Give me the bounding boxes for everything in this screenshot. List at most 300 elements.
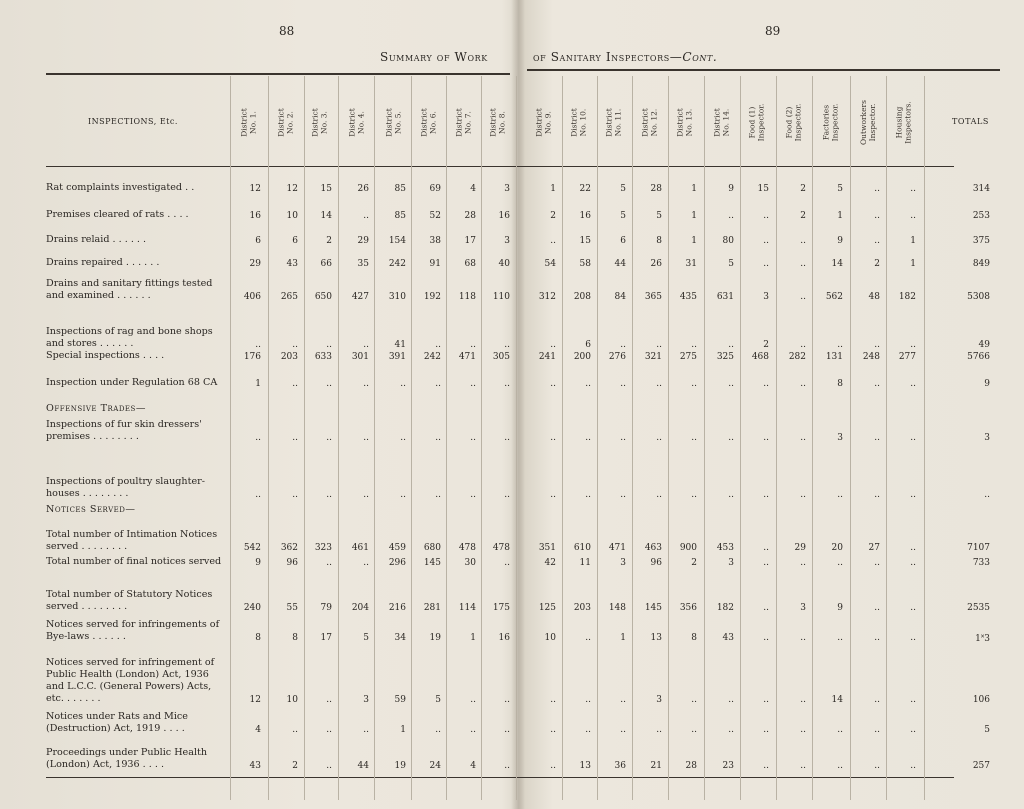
table-cell: 55 xyxy=(286,603,298,613)
table-cell: .. xyxy=(656,340,662,350)
table-cell: 11 xyxy=(579,558,591,568)
table-cell: 8 xyxy=(691,633,697,643)
row-label: Inspections of fur skin dressers' premises . . . . . . . . xyxy=(46,419,202,442)
table-cell: 145 xyxy=(644,603,662,613)
table-cell: .. xyxy=(363,340,369,350)
table-cell: .. xyxy=(800,695,806,705)
table-cell: .. xyxy=(691,340,697,350)
title-right: of Sanitary Inspectors—Cont. xyxy=(533,50,718,64)
table-cell: 362 xyxy=(280,543,298,553)
row-total: 2535 xyxy=(967,603,990,613)
table-cell: 356 xyxy=(679,603,697,613)
table-cell: 66 xyxy=(320,259,332,269)
table-cell: 2 xyxy=(326,236,332,246)
table-cell: 435 xyxy=(679,292,697,302)
table-cell: 17 xyxy=(464,236,476,246)
table-cell: 5 xyxy=(837,184,843,194)
table-cell: .. xyxy=(504,490,510,500)
table-cell: .. xyxy=(874,725,880,735)
column-header-text: Factories Inspector. xyxy=(821,103,840,141)
table-cell: .. xyxy=(550,761,556,771)
table-cell: .. xyxy=(585,695,591,705)
table-cell: 3 xyxy=(763,292,769,302)
table-cell: 2 xyxy=(292,761,298,771)
table-cell: .. xyxy=(550,725,556,735)
row-total: 9 xyxy=(984,379,990,389)
row-total: 3 xyxy=(984,433,990,443)
table-cell: 282 xyxy=(788,352,806,362)
row-total: 5 xyxy=(984,725,990,735)
table-cell: .. xyxy=(550,379,556,389)
table-cell: 453 xyxy=(716,543,734,553)
table-cell: 21 xyxy=(650,761,662,771)
table-cell: 242 xyxy=(388,259,406,269)
table-cell: 148 xyxy=(608,603,626,613)
table-cell: 35 xyxy=(357,259,369,269)
table-cell: .. xyxy=(874,433,880,443)
column-header-text: District No. 8. xyxy=(488,107,506,137)
row-label: Total number of Intimation Notices served . . . . . . . . xyxy=(46,529,218,552)
column-header-text: Food (1) Inspector. xyxy=(747,103,766,141)
table-cell: .. xyxy=(800,633,806,643)
title-left: Summary of Work xyxy=(380,50,488,64)
table-cell: 427 xyxy=(351,292,369,302)
table-cell: .. xyxy=(874,695,880,705)
table-cell: 391 xyxy=(388,352,406,362)
table-cell: .. xyxy=(910,761,916,771)
table-cell: .. xyxy=(910,184,916,194)
table-cell: 96 xyxy=(286,558,298,568)
table-cell: 9 xyxy=(837,603,843,613)
row-total: 1˟3 xyxy=(975,634,990,644)
table-cell: 29 xyxy=(357,236,369,246)
row-label: Inspections of rag and bone shops and stores . . . . . . xyxy=(46,326,213,349)
table-cell: 3 xyxy=(656,695,662,705)
table-cell: .. xyxy=(292,340,298,350)
row-total: 375 xyxy=(972,236,990,246)
table-cell: 28 xyxy=(685,761,697,771)
table-cell: 461 xyxy=(351,543,369,553)
table-cell: .. xyxy=(470,695,476,705)
table-cell: 5 xyxy=(620,184,626,194)
table-cell: .. xyxy=(470,490,476,500)
table-rule-3 xyxy=(46,777,954,778)
column-divider xyxy=(338,76,339,800)
row-total: 5766 xyxy=(967,352,990,362)
table-cell: .. xyxy=(400,490,406,500)
table-cell: 14 xyxy=(320,211,332,221)
section-heading: Offensive Trades— xyxy=(46,403,146,414)
table-cell: 406 xyxy=(243,292,261,302)
table-cell: 2 xyxy=(874,259,880,269)
column-header-text: District No. 7. xyxy=(454,107,472,137)
table-cell: .. xyxy=(585,633,591,643)
table-cell: .. xyxy=(400,379,406,389)
table-cell: .. xyxy=(504,433,510,443)
column-header-2 xyxy=(270,80,302,164)
table-cell: 54 xyxy=(544,259,556,269)
row-label: Rat complaints investigated . . xyxy=(46,182,195,193)
table-cell: .. xyxy=(363,558,369,568)
table-cell: .. xyxy=(763,543,769,553)
table-cell: 2 xyxy=(763,340,769,350)
table-cell: .. xyxy=(910,379,916,389)
table-cell: .. xyxy=(763,603,769,613)
table-cell: 3 xyxy=(800,603,806,613)
table-cell: 3 xyxy=(504,236,510,246)
table-cell: .. xyxy=(504,340,510,350)
table-cell: 17 xyxy=(320,633,332,643)
table-cell: 23 xyxy=(722,761,734,771)
table-cell: .. xyxy=(292,490,298,500)
table-cell: 1 xyxy=(691,211,697,221)
table-cell: .. xyxy=(470,433,476,443)
table-cell: .. xyxy=(910,633,916,643)
table-cell: 3 xyxy=(363,695,369,705)
table-cell: .. xyxy=(874,490,880,500)
column-divider xyxy=(446,76,447,800)
table-cell: 1 xyxy=(691,236,697,246)
table-cell: .. xyxy=(585,725,591,735)
table-cell: 478 xyxy=(458,543,476,553)
column-header-6 xyxy=(413,80,445,164)
table-cell: 192 xyxy=(423,292,441,302)
table-cell: 296 xyxy=(388,558,406,568)
table-cell: .. xyxy=(763,379,769,389)
column-divider xyxy=(481,76,482,800)
row-total: 253 xyxy=(972,211,990,221)
table-cell: 110 xyxy=(492,292,510,302)
column-header-text: District No. 14. xyxy=(712,107,730,137)
table-cell: .. xyxy=(763,211,769,221)
table-cell: .. xyxy=(800,761,806,771)
table-cell: 118 xyxy=(458,292,476,302)
table-cell: .. xyxy=(800,379,806,389)
table-cell: .. xyxy=(691,695,697,705)
column-divider xyxy=(668,76,669,800)
table-cell: 79 xyxy=(320,603,332,613)
column-header-14 xyxy=(706,80,738,164)
table-cell: 471 xyxy=(608,543,626,553)
table-cell: 208 xyxy=(573,292,591,302)
table-cell: 1 xyxy=(910,259,916,269)
table-cell: .. xyxy=(435,340,441,350)
column-header-text: Food (2) Inspector. xyxy=(784,103,803,141)
table-cell: 20 xyxy=(831,543,843,553)
column-divider xyxy=(562,76,563,800)
table-cell: .. xyxy=(837,340,843,350)
table-cell: 22 xyxy=(579,184,591,194)
table-cell: 31 xyxy=(685,259,697,269)
column-divider xyxy=(886,76,887,800)
table-cell: 204 xyxy=(351,603,369,613)
row-label: Notices under Rats and Mice (Destruction) Act, 1919 . . . . xyxy=(46,711,188,734)
column-header-text: District No. 12. xyxy=(640,107,658,137)
table-cell: 48 xyxy=(868,292,880,302)
column-divider xyxy=(411,76,412,800)
table-cell: 8 xyxy=(292,633,298,643)
table-cell: .. xyxy=(910,558,916,568)
table-cell: 26 xyxy=(357,184,369,194)
column-header-19 xyxy=(888,80,920,164)
table-cell: .. xyxy=(874,379,880,389)
row-label: Drains relaid . . . . . . xyxy=(46,234,147,245)
column-header-text: District No. 3. xyxy=(310,107,328,137)
table-cell: 15 xyxy=(579,236,591,246)
table-cell: .. xyxy=(504,558,510,568)
table-cell: 1 xyxy=(255,379,261,389)
table-cell: 8 xyxy=(656,236,662,246)
table-cell: .. xyxy=(363,211,369,221)
table-cell: .. xyxy=(800,558,806,568)
table-cell: .. xyxy=(585,379,591,389)
table-cell: .. xyxy=(620,340,626,350)
table-cell: 3 xyxy=(504,184,510,194)
table-cell: .. xyxy=(837,490,843,500)
table-cell: 91 xyxy=(429,259,441,269)
table-cell: 275 xyxy=(679,352,697,362)
table-cell: .. xyxy=(728,490,734,500)
table-cell: 4 xyxy=(470,761,476,771)
table-cell: 16 xyxy=(249,211,261,221)
table-cell: 15 xyxy=(320,184,332,194)
table-cell: 40 xyxy=(498,259,510,269)
table-cell: .. xyxy=(763,725,769,735)
table-cell: 8 xyxy=(255,633,261,643)
table-cell: 96 xyxy=(650,558,662,568)
table-cell: .. xyxy=(470,725,476,735)
table-cell: 28 xyxy=(650,184,662,194)
column-header-10 xyxy=(563,80,595,164)
row-total: 5308 xyxy=(967,292,990,302)
row-label: Drains and sanitary fittings tested and examined . . . . . . xyxy=(46,278,213,301)
table-cell: .. xyxy=(550,340,556,350)
table-cell: 69 xyxy=(429,184,441,194)
table-cell: 203 xyxy=(280,352,298,362)
table-cell: .. xyxy=(691,490,697,500)
table-cell: 14 xyxy=(831,259,843,269)
table-cell: 85 xyxy=(394,184,406,194)
table-cell: 203 xyxy=(573,603,591,613)
table-cell: .. xyxy=(728,695,734,705)
table-cell: .. xyxy=(326,340,332,350)
row-label: Drains repaired . . . . . . xyxy=(46,257,160,268)
table-cell: 12 xyxy=(249,695,261,705)
table-cell: 323 xyxy=(314,543,332,553)
table-cell: 16 xyxy=(498,211,510,221)
table-cell: 248 xyxy=(862,352,880,362)
table-cell: 276 xyxy=(608,352,626,362)
row-label: Special inspections . . . . xyxy=(46,350,165,361)
table-cell: .. xyxy=(550,490,556,500)
table-cell: 9 xyxy=(728,184,734,194)
column-divider xyxy=(740,76,741,800)
table-cell: .. xyxy=(837,633,843,643)
table-cell: .. xyxy=(837,725,843,735)
row-total: 7107 xyxy=(967,543,990,553)
table-cell: 145 xyxy=(423,558,441,568)
table-cell: .. xyxy=(910,543,916,553)
column-divider xyxy=(924,76,925,800)
table-cell: 562 xyxy=(825,292,843,302)
totals-header: TOTALS xyxy=(952,117,989,126)
row-label: Proceedings under Public Health (London) Act, 1936 . . . . xyxy=(46,747,208,770)
table-cell: 900 xyxy=(679,543,697,553)
table-cell: .. xyxy=(874,340,880,350)
table-cell: 10 xyxy=(286,211,298,221)
table-cell: .. xyxy=(910,695,916,705)
table-cell: .. xyxy=(763,259,769,269)
table-cell: .. xyxy=(550,695,556,705)
column-divider xyxy=(812,76,813,800)
section-heading: Notices Served— xyxy=(46,504,136,515)
table-cell: 16 xyxy=(579,211,591,221)
column-header-3 xyxy=(304,80,336,164)
table-cell: 44 xyxy=(357,761,369,771)
table-cell: .. xyxy=(728,211,734,221)
table-cell: 36 xyxy=(614,761,626,771)
table-cell: .. xyxy=(363,379,369,389)
row-total: 106 xyxy=(972,695,990,705)
column-divider xyxy=(304,76,305,800)
table-cell: .. xyxy=(874,236,880,246)
table-cell: 29 xyxy=(794,543,806,553)
table-cell: 13 xyxy=(579,761,591,771)
table-cell: 542 xyxy=(243,543,261,553)
table-cell: 277 xyxy=(898,352,916,362)
page-title xyxy=(0,50,1024,66)
table-cell: .. xyxy=(656,379,662,389)
column-header-text: District No. 9. xyxy=(534,107,552,137)
table-cell: .. xyxy=(763,761,769,771)
table-cell: 114 xyxy=(458,603,476,613)
table-cell: .. xyxy=(504,761,510,771)
table-cell: 4 xyxy=(255,725,261,735)
table-cell: 13 xyxy=(650,633,662,643)
column-header-11 xyxy=(598,80,630,164)
table-cell: 131 xyxy=(825,352,843,362)
table-cell: 3 xyxy=(620,558,626,568)
table-cell: .. xyxy=(800,725,806,735)
column-header-text: Housing Inspectors. xyxy=(894,100,912,144)
table-cell: .. xyxy=(656,433,662,443)
table-cell: 468 xyxy=(751,352,769,362)
table-cell: 182 xyxy=(716,603,734,613)
table-cell: .. xyxy=(585,490,591,500)
table-cell: 1 xyxy=(620,633,626,643)
row-total: 849 xyxy=(972,259,990,269)
table-cell: 58 xyxy=(579,259,591,269)
column-divider xyxy=(704,76,705,800)
row-total: .. xyxy=(984,490,990,500)
column-header-text: Outworkers Inspector. xyxy=(858,99,876,145)
table-cell: 240 xyxy=(243,603,261,613)
table-cell: .. xyxy=(874,761,880,771)
table-cell: 12 xyxy=(249,184,261,194)
table-cell: .. xyxy=(620,695,626,705)
column-header-text: District No. 13. xyxy=(675,107,693,137)
table-cell: 6 xyxy=(255,236,261,246)
table-cell: .. xyxy=(292,725,298,735)
table-cell: .. xyxy=(763,490,769,500)
table-cell: 3 xyxy=(728,558,734,568)
page-number-right: 89 xyxy=(765,24,781,38)
table-cell: 2 xyxy=(691,558,697,568)
table-cell: 38 xyxy=(429,236,441,246)
table-cell: .. xyxy=(910,490,916,500)
table-cell: 351 xyxy=(538,543,556,553)
table-cell: 12 xyxy=(286,184,298,194)
row-label: Total number of Statutory Notices served . . . . . . . . xyxy=(46,589,213,612)
table-cell: .. xyxy=(435,379,441,389)
table-rule-1 xyxy=(527,69,1000,71)
table-cell: .. xyxy=(504,695,510,705)
table-cell: 8 xyxy=(837,379,843,389)
table-cell: .. xyxy=(255,490,261,500)
column-header-text: District No. 1. xyxy=(239,107,257,137)
table-cell: .. xyxy=(326,379,332,389)
table-cell: 1 xyxy=(550,184,556,194)
table-cell: .. xyxy=(326,695,332,705)
table-cell: 5 xyxy=(656,211,662,221)
table-cell: 5 xyxy=(728,259,734,269)
row-label: Notices served for infringement of Public Health (London) Act, 1936 and L.C.C. (General Powers) Acts, etc. . . . . . . xyxy=(46,657,215,704)
table-cell: 281 xyxy=(423,603,441,613)
table-cell: 30 xyxy=(464,558,476,568)
table-cell: .. xyxy=(728,379,734,389)
table-cell: .. xyxy=(874,558,880,568)
table-cell: .. xyxy=(763,633,769,643)
table-cell: .. xyxy=(728,340,734,350)
table-cell: 43 xyxy=(722,633,734,643)
table-cell: 43 xyxy=(249,761,261,771)
column-header-5 xyxy=(378,80,410,164)
table-cell: 1 xyxy=(470,633,476,643)
table-cell: 5 xyxy=(620,211,626,221)
table-cell: 175 xyxy=(492,603,510,613)
column-header-1 xyxy=(233,80,265,164)
table-cell: .. xyxy=(763,558,769,568)
table-cell: .. xyxy=(620,379,626,389)
table-rule-2 xyxy=(46,166,954,167)
table-cell: 312 xyxy=(538,292,556,302)
table-cell: .. xyxy=(728,433,734,443)
table-cell: 610 xyxy=(573,543,591,553)
table-cell: .. xyxy=(363,490,369,500)
table-cell: .. xyxy=(763,236,769,246)
column-divider xyxy=(516,76,517,800)
table-cell: 2 xyxy=(800,211,806,221)
table-cell: .. xyxy=(763,433,769,443)
table-cell: 471 xyxy=(458,352,476,362)
table-cell: .. xyxy=(585,433,591,443)
table-cell: 176 xyxy=(243,352,261,362)
column-header-text: District No. 6. xyxy=(419,107,437,137)
table-cell: 680 xyxy=(423,543,441,553)
table-cell: 19 xyxy=(429,633,441,643)
row-total: 257 xyxy=(972,761,990,771)
table-cell: 26 xyxy=(650,259,662,269)
table-cell: 6 xyxy=(585,340,591,350)
table-cell: 68 xyxy=(464,259,476,269)
table-cell: 15 xyxy=(757,184,769,194)
table-cell: 305 xyxy=(492,352,510,362)
table-cell: .. xyxy=(656,725,662,735)
table-cell: 1 xyxy=(837,211,843,221)
table-cell: .. xyxy=(292,433,298,443)
table-cell: .. xyxy=(656,490,662,500)
table-cell: .. xyxy=(874,633,880,643)
